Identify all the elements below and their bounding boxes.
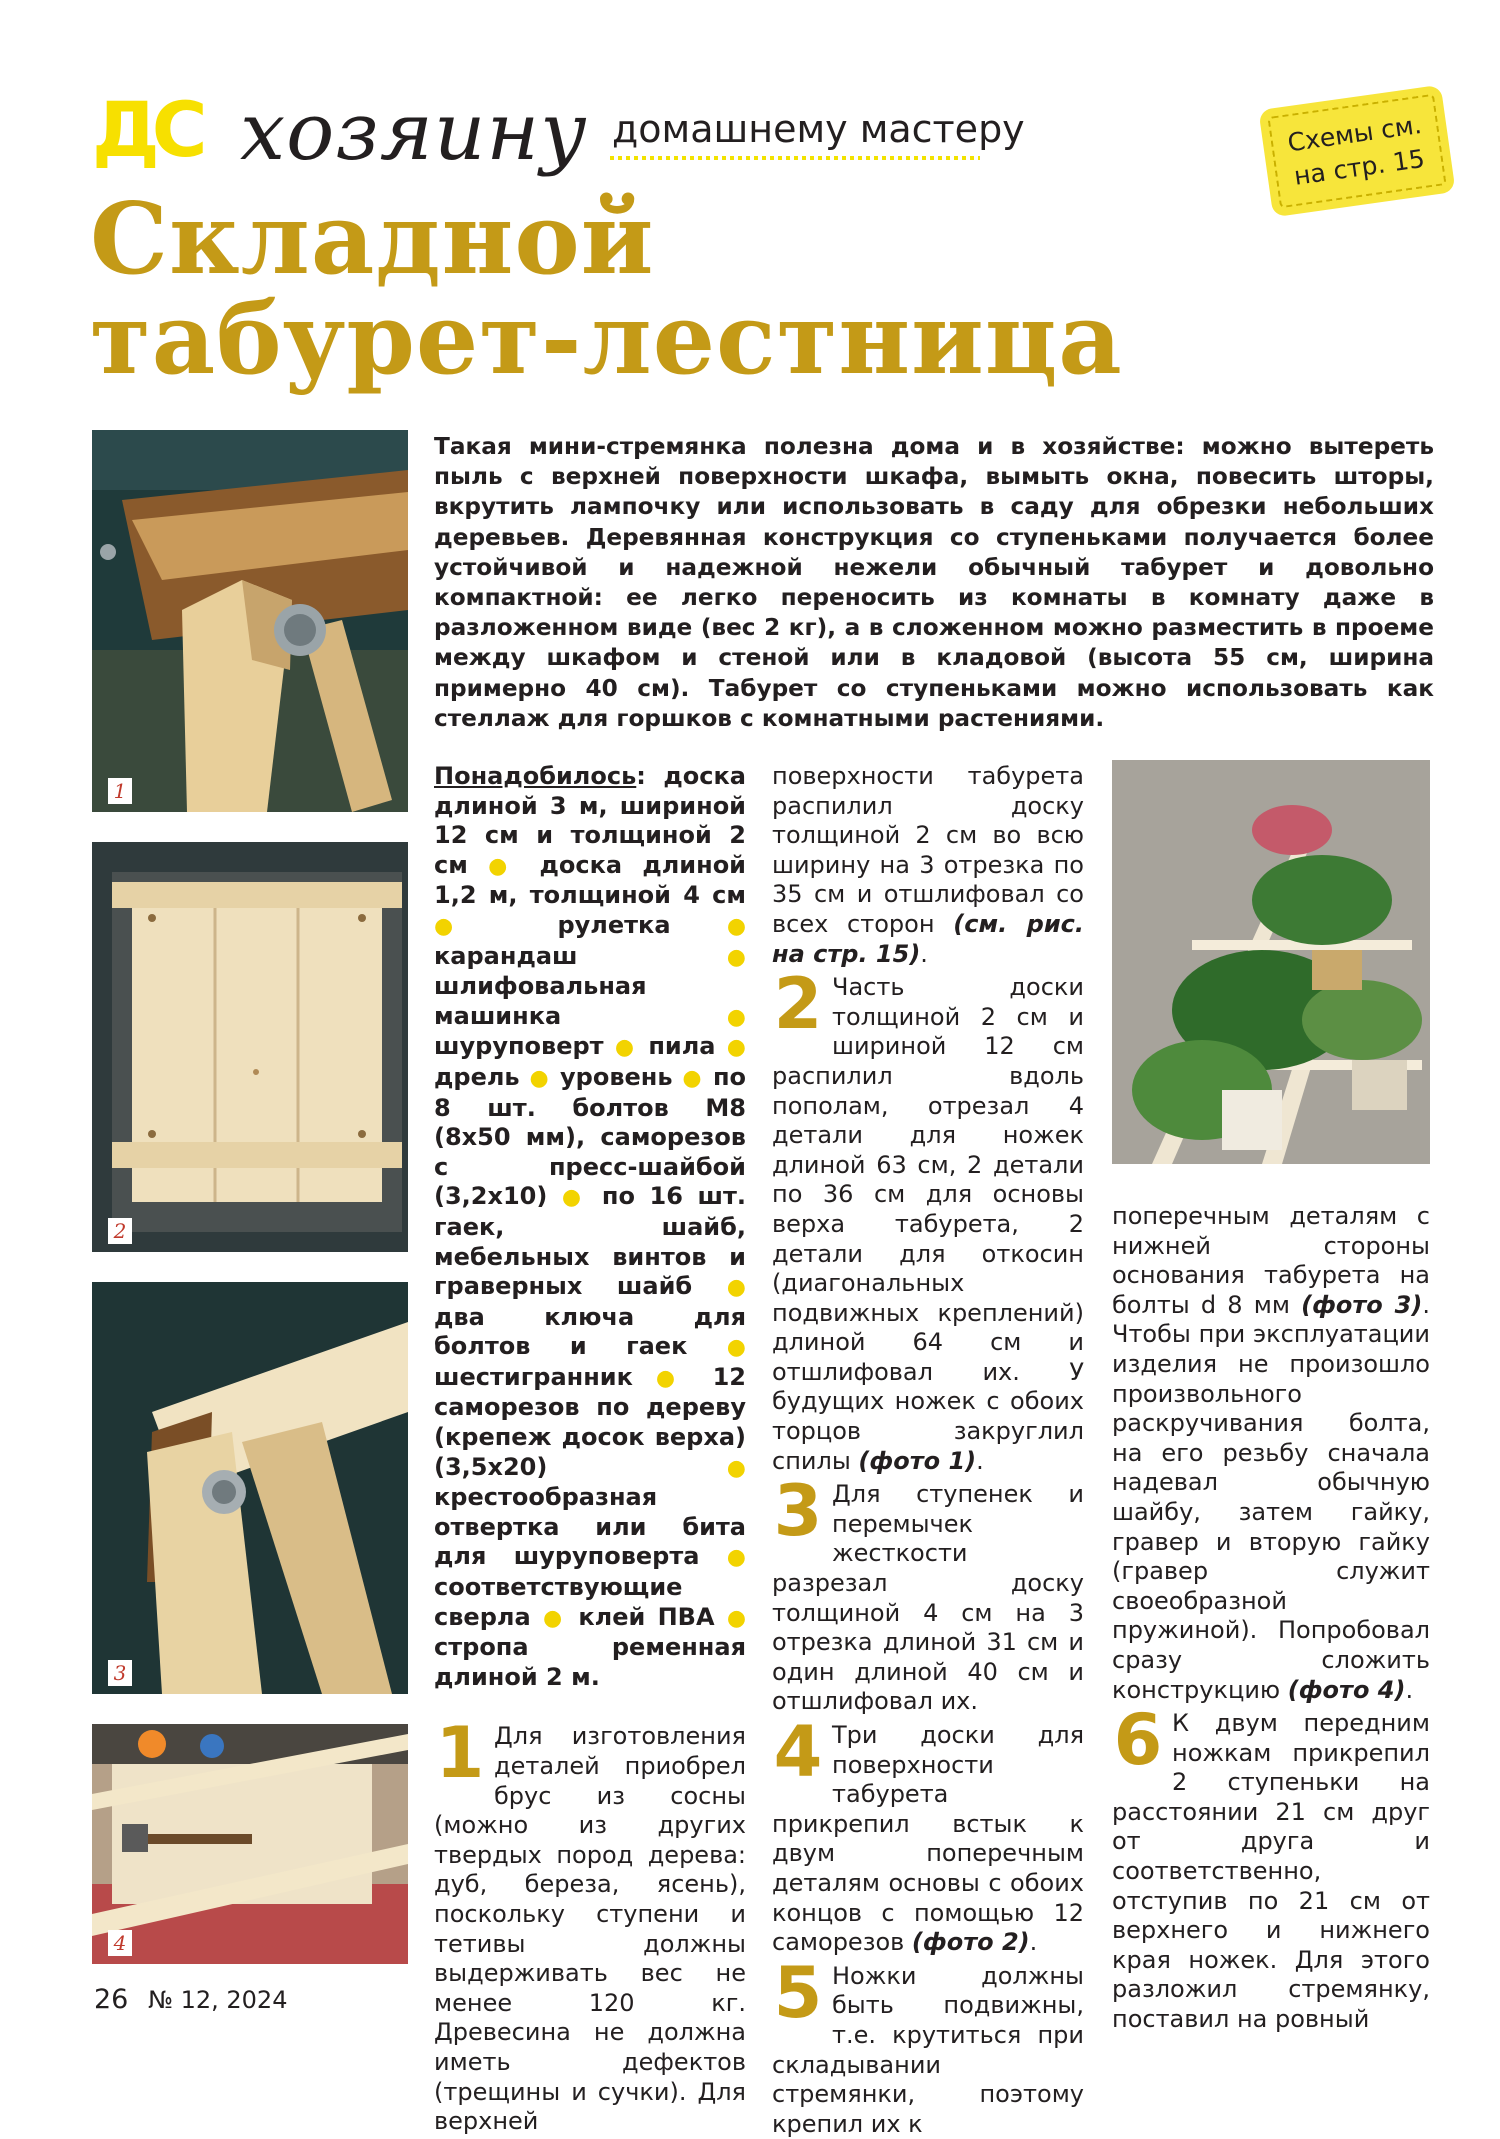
material-item: пила — [648, 1032, 716, 1061]
photo-1-image — [92, 430, 408, 812]
photo-3-image — [92, 1282, 408, 1694]
badge-line-2: на стр. 15 — [1292, 143, 1427, 191]
section-title: хозяину — [240, 85, 588, 178]
materials-list: Понадобилось: доска длиной 3 м, шириной 12 см и толщиной 2 см ● доска длиной 1,2 м, толщиной 4 см ● рулетка ● карандаш ● шлифовальная машинка ● шуруповерт ● пила ● дрель ● уровень ● по 8 шт. болтов М8 (8х50 мм), саморезов с пресс-шайбой (3,2х10) ● по 16 шт. гаек, шайб, мебельных винтов и граверных шайб ● два ключа для болтов и гаек ● шестигранник ● 12 саморезов по дереву (крепеж досок верха) (3,5х20) ● крестообразная отвертка или бита для шуруповерта ● соответствующие сверла ● клей ПВА ● стропа ременная длиной 2 м. — [434, 762, 747, 1691]
photo-4 — [92, 1724, 408, 1964]
step-5-continued: поперечным деталям с нижней стороны основания табурета на болты d 8 мм (фото 3). Чтобы при эксплуатации изделия не произошло произвольного раскручивания болта, на его резьбу сначала надевал обычную шайбу, затем гайку, гравер и вторую гайку (гравер служит своеобразной пружиной). Попробовал сразу сложить конструкцию (фото 4). — [1112, 1202, 1430, 1704]
step-text: Три доски для поверхности табурета прикрепил встык к двум поперечным деталям основы с обоих концов с помощью 12 саморезов — [772, 1721, 1084, 1957]
material-item: дрель — [434, 1062, 520, 1091]
step-1-continued: поверхности табурета распилил доску толщиной 2 см во всю ширину на 3 отрезка по 35 см и отшлифовал со всех сторон (см. рис. на стр. 15). — [772, 762, 1084, 968]
title-line-1: Складной — [90, 182, 655, 297]
figure-reference: (см. рис. на стр. 15) — [772, 909, 1084, 968]
material-item: 12 саморезов по дереву (крепеж досок верха) (3,5х20) — [434, 1362, 747, 1481]
material-item: два ключа для болтов и гаек — [434, 1302, 746, 1361]
materials-heading: Понадобилось — [434, 762, 637, 790]
column-1 — [434, 762, 746, 2137]
step-text: Часть доски толщиной 2 см и шириной 12 см распилил вдоль пополам, отрезал 4 детали для ножек длиной 63 см, 2 детали по 36 см для основы верха табурета, 2 детали для откосин (диагональных подвижных креплений) длиной 64 см и отшлифовал их. У будущих ножек с обоих торцов закруглил спилы — [772, 973, 1084, 1475]
material-item: уровень — [560, 1062, 673, 1091]
step-2: 2 Часть доски толщиной 2 см и шириной 12 см распилил вдоль пополам, отрезал 4 детали для ножек длиной 63 см, 2 детали по 36 см для основы верха табурета, 2 детали для откосин (диагональных подвижных креплений) длиной 64 см и отшлифовал их. У будущих ножек с обоих торцов закруглил спилы (фото 1). — [772, 963, 1084, 1475]
step-4: 4 Три доски для поверхности табурета прикрепил встык к двум поперечным деталям основы с обоих концов с помощью 12 саморезов (фото 2). — [772, 1711, 1084, 1957]
photo-1-number: 1 — [108, 778, 132, 804]
column-2 — [772, 762, 1084, 2139]
photo-reference: (фото 3) — [1301, 1290, 1423, 1319]
logo-letters: ДС — [92, 85, 200, 174]
step-3 — [772, 1470, 1084, 1717]
step-text: . Чтобы при эксплуатации изделия не произошло произвольного раскручивания болта, на его резьбу сначала надевал обычную шайбу, затем гайку, гравер и вторую гайку (гравер служит своеобразной пружиной). Попробовал сразу сложить конструкцию — [1112, 1290, 1430, 1704]
material-item: по 8 шт. болтов М8 (8х50 мм), саморезов с пресс-шайбой (3,2х10) — [434, 1062, 747, 1211]
photo-3-number: 3 — [108, 1660, 132, 1686]
step-text: Ножки должны быть подвижны, т.е. крутиться при складывании стремянки, поэтому крепил их к — [772, 1961, 1084, 2138]
material-item: шлифовальная машинка — [434, 972, 647, 1030]
material-item: стропа ременная длиной 2 м. — [434, 1633, 746, 1691]
issue-number: № 12, 2024 — [148, 1986, 288, 2014]
column-3 — [1112, 1202, 1430, 2035]
plants-photo-image — [1112, 760, 1430, 1164]
step-text: поперечным деталям с нижней стороны основания табурета на болты d 8 мм — [1112, 1202, 1430, 1319]
photo-2-image — [92, 842, 408, 1252]
photo-reference: (фото 4) — [1287, 1675, 1406, 1704]
photo-3 — [92, 1282, 408, 1694]
step-number: 4 — [773, 1711, 823, 1793]
schemes-badge — [1262, 88, 1452, 214]
photo-4-number: 4 — [108, 1930, 132, 1956]
subsection-underline — [610, 156, 980, 160]
step-1 — [434, 1712, 746, 2136]
photo-1 — [92, 430, 408, 812]
title-line-2: табурет-лестница — [90, 281, 1123, 397]
intro-paragraph: Такая мини-стремянка полезна дома и в хозяйстве: можно вытереть пыль с верхней поверхности шкафа, вымыть окна, повесить шторы, вкрутить лампочку или использовать в саду для обрезки небольших деревьев. Деревянная конструкция со ступеньками получается более устойчивой и надежной нежели обычный табурет и довольно компактной: ее легко переносить из комнаты в комнату даже в разложенном виде (вес 2 кг), а в сложенном можно разместить в проеме между шкафом и стеной или в кладовой (высота 55 см, ширина примерно 40 см). Табурет со ступеньками можно использовать как стеллаж для горшков с комнатными растениями. — [434, 433, 1434, 732]
photo-reference: (фото 1) — [858, 1446, 977, 1475]
material-item: по 16 шт. гаек, шайб, мебельных винтов и граверных шайб — [434, 1182, 746, 1301]
photo-2-number: 2 — [108, 1218, 132, 1244]
article-title — [90, 182, 1123, 397]
step-5 — [772, 1951, 1084, 2139]
material-item: шестигранник — [434, 1362, 633, 1391]
badge-line-1: Схемы см. — [1285, 109, 1424, 158]
material-item: соответствующие сверла — [434, 1573, 683, 1631]
step-text: Для ступенек и перемычек жесткости разрезал доску толщиной 4 см на 3 отрезка длиной 31 см и один длиной 40 см и отшлифовал их. — [772, 1480, 1084, 1716]
step-text: К двум передним ножкам прикрепил 2 ступеньки на расстоянии 21 см друг от друга и соответственно, отступив по 21 см от верхнего и нижнего края ножек. Для этого разложил стремянку, поставил на ровный — [1112, 1709, 1430, 2034]
magazine-logo — [92, 85, 220, 174]
page-footer — [94, 1986, 287, 2013]
material-item: рулетка — [557, 910, 671, 939]
material-item: доска длиной 3 м, шириной 12 см и толщиной 2 см — [434, 762, 746, 879]
material-item: карандаш — [434, 941, 578, 970]
page-number: 26 — [94, 1984, 129, 2015]
subsection-title: домашнему мастеру — [612, 107, 1025, 151]
step-number: 5 — [773, 1951, 823, 2034]
material-item: шуруповерт — [434, 1032, 604, 1061]
photo-4-image — [92, 1724, 408, 1964]
step-text: Для изготовления деталей приобрел брус из сосны (можно из других твердых пород дерева: дуб, береза, ясень), поскольку ступени и тетивы должны выдерживать вес не менее 120 кг. Древесина не должна иметь дефектов (трещины и сучки). Для верхней — [434, 1722, 746, 2136]
photo-2 — [92, 842, 408, 1252]
step-number: 2 — [773, 963, 823, 1046]
step-6 — [1112, 1699, 1430, 2035]
material-item: доска длиной 1,2 м, толщиной 4 см — [434, 850, 746, 910]
step-number: 1 — [435, 1712, 485, 1795]
material-item: клей ПВА — [578, 1602, 715, 1631]
step-text: поверхности табурета распилил доску толщиной 2 см во всю ширину на 3 отрезка по 35 см и отшлифовал со всех сторон — [772, 762, 1084, 938]
step-number: 6 — [1113, 1699, 1163, 1782]
material-item: крестообразная отвертка или бита для шуруповерта — [434, 1483, 746, 1571]
photo-plants-on-stepladder — [1112, 760, 1430, 1164]
step-number: 3 — [773, 1470, 823, 1553]
photo-reference: (фото 2) — [911, 1928, 1030, 1957]
